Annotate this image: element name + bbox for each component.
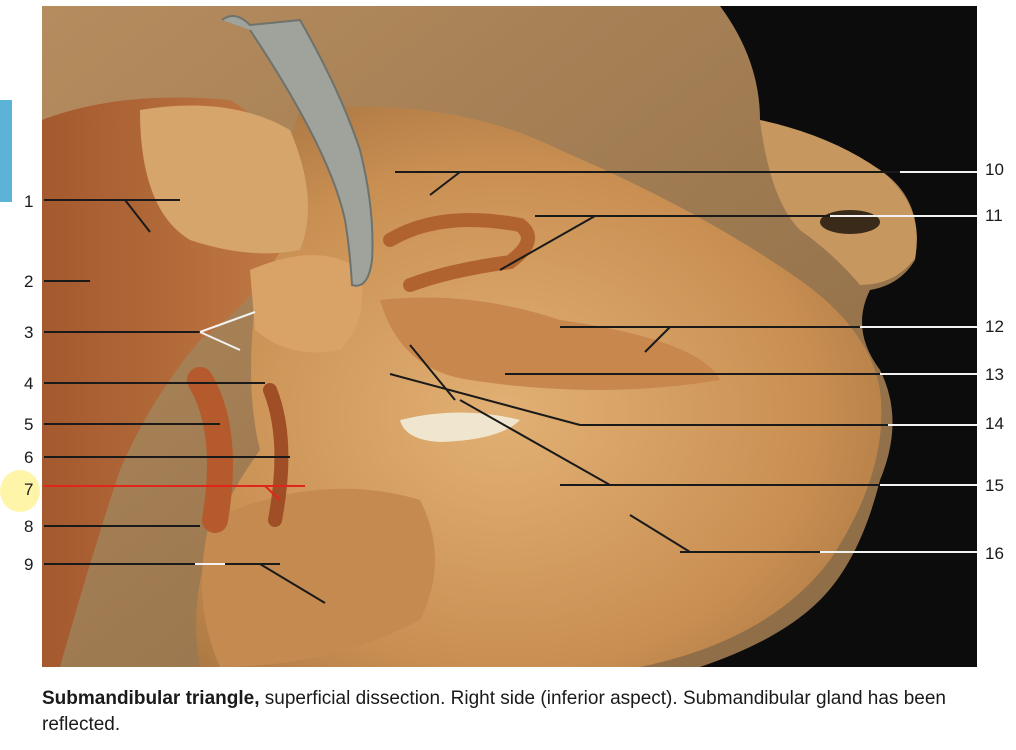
submandibular-gland (250, 255, 363, 353)
caption-text: superficial dissection. Right side (inferior aspect). Submandibular gland has been reflected. (42, 688, 946, 735)
label-15: 15 (985, 476, 1004, 495)
figure-caption (42, 686, 982, 738)
label-2: 2 (24, 272, 34, 291)
label-11: 11 (985, 206, 1003, 225)
label-9: 9 (24, 555, 34, 574)
label-16: 16 (985, 544, 1004, 563)
label-7: 7 (24, 480, 34, 499)
label-13: 13 (985, 365, 1004, 384)
label-6: 6 (24, 448, 34, 467)
label-14: 14 (985, 414, 1004, 433)
label-3: 3 (24, 323, 34, 342)
caption-bold: Submandibular triangle, (42, 688, 260, 709)
nostril (820, 210, 880, 234)
label-4: 4 (24, 374, 34, 393)
label-10: 10 (985, 160, 1004, 179)
label-12: 12 (985, 317, 1004, 336)
label-5: 5 (24, 415, 34, 434)
label-1: 1 (24, 192, 34, 211)
label-8: 8 (24, 517, 34, 536)
